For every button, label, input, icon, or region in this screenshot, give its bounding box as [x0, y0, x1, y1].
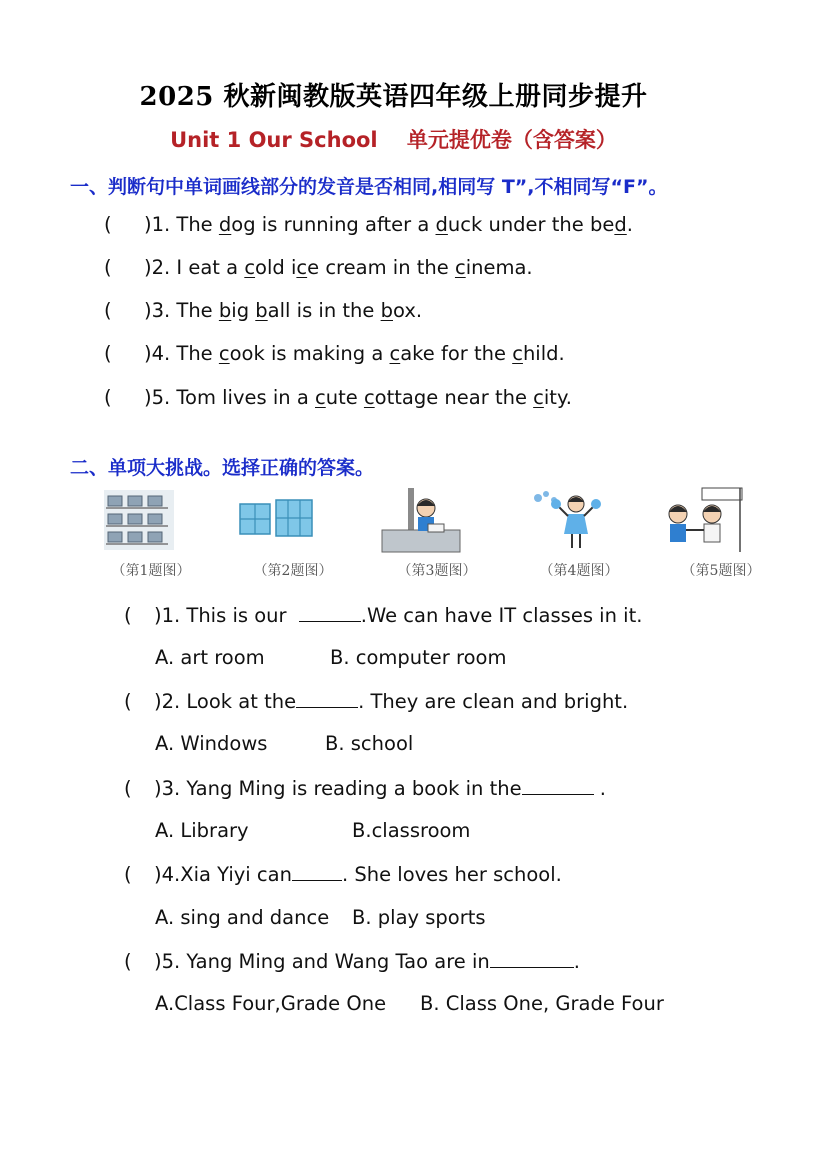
s2-q5-option-a: A.Class Four,Grade One [155, 992, 387, 1015]
figure-dancing [520, 486, 638, 582]
figure-caption-3: （第3题图） [397, 563, 477, 579]
s2-q1-option-a: A. art room [155, 646, 265, 669]
figure-caption-1: （第1题图） [111, 563, 191, 579]
section1-heading: 一、判断句中单词画线部分的发音是否相同,相同写 T”,不相同写“F”。 [70, 176, 668, 198]
answer-blank [299, 603, 361, 622]
answer-blank [292, 862, 342, 881]
figure-two-boys [662, 486, 780, 582]
s2-q4-option-a: A. sing and dance [155, 906, 330, 929]
boy-reading-illustration [378, 486, 496, 560]
s2-question-4: ( )4.Xia Yiyi can . She loves her school. [124, 863, 562, 886]
two-boys-illustration [662, 486, 780, 560]
figure-windows [234, 486, 352, 582]
figure-caption-2: （第2题图） [253, 563, 333, 579]
s2-question-1: ( )1. This is our .We can have IT classes in it. [124, 604, 643, 627]
s2-q1-option-b: B. computer room [330, 646, 507, 669]
s2-q3-option-a: A. Library [155, 819, 249, 842]
s1-question-4: ( )4. The cook is making a cake for the child. [104, 342, 565, 365]
s2-question-2: ( )2. Look at the . They are clean and bright. [124, 690, 629, 713]
s2-q2-option-b: B. school [325, 732, 414, 755]
s2-q4-option-b: B. play sports [352, 906, 486, 929]
figure-reading [378, 486, 496, 582]
figure-caption-5: （第5题图） [681, 563, 761, 579]
figure-caption-4: （第4题图） [539, 563, 619, 579]
girl-dancing-illustration [520, 486, 638, 560]
section2-heading: 二、单项大挑战。选择正确的答案。 [70, 457, 375, 479]
s2-question-5: ( )5. Yang Ming and Wang Tao are in . [124, 950, 580, 973]
answer-blank [296, 689, 358, 708]
s2-q5-option-b: B. Class One, Grade Four [420, 992, 664, 1015]
windows-illustration [234, 486, 352, 560]
s2-q2-option-a: A. Windows [155, 732, 268, 755]
s2-question-3: ( )3. Yang Ming is reading a book in the . [124, 777, 607, 800]
s1-question-2: ( )2. I eat a cold ice cream in the cinema. [104, 256, 533, 279]
s2-q3-option-b: B.classroom [352, 819, 471, 842]
figure-computer-room [92, 486, 210, 582]
page-title: 2025 秋新闽教版英语四年级上册同步提升 [139, 82, 648, 112]
answer-blank [522, 776, 594, 795]
s1-question-3: ( )3. The big ball is in the box. [104, 299, 423, 322]
answer-blank [490, 949, 574, 968]
s1-question-5: ( )5. Tom lives in a cute cottage near the city. [104, 386, 572, 409]
page-subtitle: Unit 1 Our School 单元提优卷（含答案） [170, 128, 617, 152]
s1-question-1: ( )1. The dog is running after a duck under the bed. [104, 213, 633, 236]
computer-room-illustration [92, 486, 210, 560]
